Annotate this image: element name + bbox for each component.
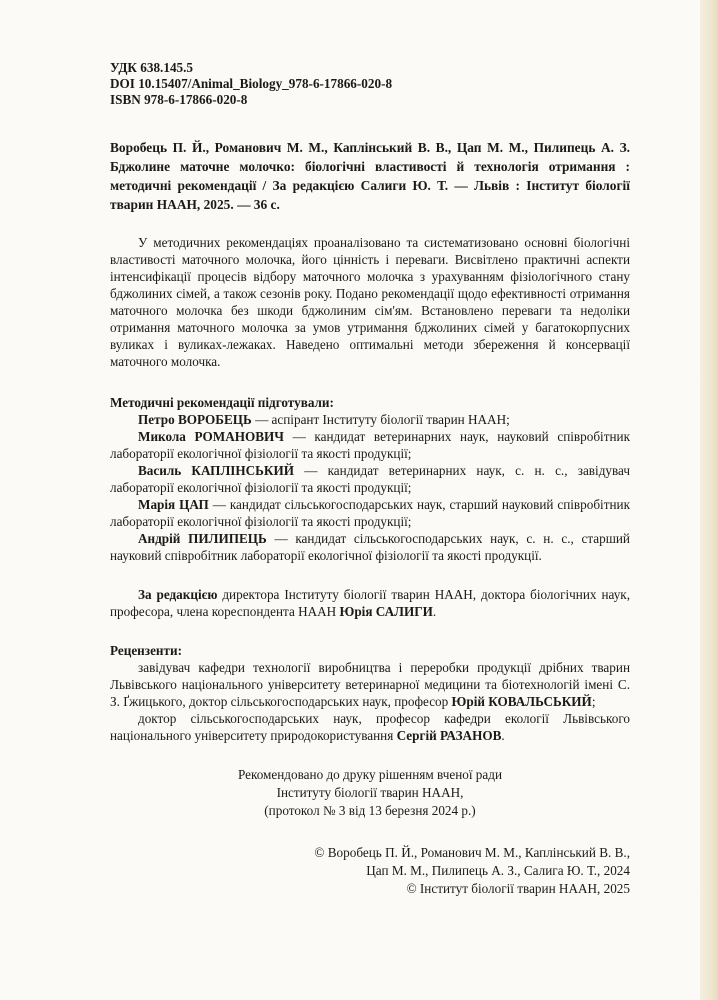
author-name: Петро ВОРОБЕЦЬ [138,412,252,427]
editor-name: Юрія САЛИГИ [339,604,433,619]
abstract-paragraph: У методичних рекомендаціях проаналізовано та систематизовано основні біологічні властивості маточного молочка, його цінність і переваги. Висвітлено практичні аспекти інтенсифікації процесів відбору маточного молочка з урахуванням фізіологічного стану бджолиних сімей, а також сезонів року. Подано рекомендації щодо ефективності отримання маточного молочка без шкоди бджолиним сім'ям. Встановлено переваги та недоліки отримання маточного молочка за умов утримання бджолиних сімей у багатокорпусних вуликах і вуликах-лежаках. Наведено оптимальні методи збереження й консервації маточного молочка. [110,235,630,369]
copyright-line: Цап М. М., Пилипець А. З., Салига Ю. Т., 2024 [366,863,630,878]
reviewer-end: ; [591,694,596,709]
cover-edge [700,0,718,1000]
reviewers-heading: Рецензенти: [110,643,183,658]
author-description: — кандидат сільськогосподарських наук, с. н. с., старший науковий співробітник лабораторії екологічної фізіології та якості продукції. [110,531,630,563]
reviewer-entry [110,710,630,744]
reviewer-end: . [501,728,505,743]
author-entry [110,530,630,564]
authors-list [110,411,630,564]
reviewer-entry [110,659,630,710]
author-entry [110,428,630,462]
recommendation-line: (протокол № 3 від 13 березня 2024 р.) [264,803,476,818]
reviewer-name: Сергій РАЗАНОВ [396,728,502,743]
reviewer-name: Юрій КОВАЛЬСЬКИЙ [451,694,592,709]
copyright-line: © Інститут біології тварин НААН, 2025 [406,881,630,896]
author-name: Василь КАПЛІНСЬКИЙ [138,463,294,478]
editor-note [110,586,630,620]
identifiers-block [110,60,630,108]
reviewer-text: завідувач кафедри технології виробництва і переробки продукції дрібних тварин Львівського національного університету ветеринарної медицини та біотехнологій імені С. З. Ґжицького, доктор сільськогосподарських наук, професор [110,660,630,709]
prepared-by-heading: Методичні рекомендації підготували: [110,395,334,410]
editor-end: . [432,604,437,619]
editor-lead: За редакцією [138,587,218,602]
author-name: Микола РОМАНОВИЧ [138,429,284,444]
author-description: — кандидат сільськогосподарських наук, старший науковий співробітник лабораторії екологічної фізіології та якості продукції; [110,497,630,529]
author-entry [110,496,630,530]
reviewer-text: доктор сільськогосподарських наук, професор кафедри екології Львівського національного університету природокористування [110,711,630,743]
editor-text: директора Інституту біології тварин НААН, доктора біологічних наук, професора, члена кореспондента НААН [110,587,630,619]
author-description: — кандидат ветеринарних наук, науковий співробітник лабораторії екологічної фізіології та якості продукції; [110,429,630,461]
author-description: — аспірант Інституту біології тварин НААН; [251,412,510,427]
copyright-block [110,844,630,898]
author-name: Марія ЦАП [138,497,209,512]
author-entry [110,462,630,496]
recommendation-block [110,766,630,820]
page-content [110,60,630,898]
udc-code: УДК 638.145.5 [110,60,194,75]
author-description: — кандидат ветеринарних наук, с. н. с., завідувач лабораторії екологічної фізіології та якості продукції; [110,463,631,495]
isbn-code: ISBN 978-6-17866-020-8 [110,92,248,107]
bibliographic-description: Воробець П. Й., Романович М. М., Каплінський В. В., Цап М. М., Пилипець А. З. Бджолине маточне молочко: біологічні властивості й технологія отримання : методичні рекомендації / За редакцією Салиги Ю. Т. — Львів : Інститут біології тварин НААН, 2025. — 36 с. [110,140,630,212]
copyright-line: © Воробець П. Й., Романович М. М., Каплінський В. В., [314,845,630,860]
recommendation-line: Інституту біології тварин НААН, [276,785,464,800]
recommendation-line: Рекомендовано до друку рішенням вченої ради [237,767,503,782]
doi-code: DOI 10.15407/Animal_Biology_978-6-17866-020-8 [110,76,393,91]
author-name: Андрій ПИЛИПЕЦЬ [138,531,267,546]
author-entry [110,411,630,428]
